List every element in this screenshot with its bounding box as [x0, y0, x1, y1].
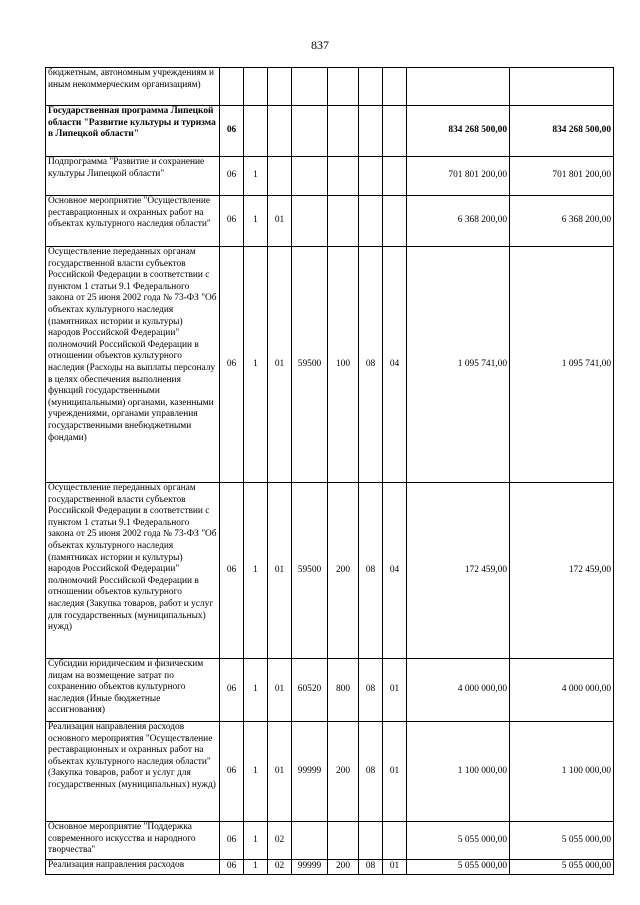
- amount-cell: 701 801 200,00: [407, 157, 510, 196]
- row-name: Субсидии юридическим и физическим лицам на возмещение затрат по сохранению объектов культурного наследия (Иные бюджетные ассигнования): [46, 659, 220, 722]
- code-cell: 1: [244, 483, 268, 659]
- code-cell: 08: [359, 247, 383, 483]
- amount-cell: 1 095 741,00: [407, 247, 510, 483]
- code-cell: [328, 822, 359, 860]
- amount-cell: 1 100 000,00: [407, 722, 510, 822]
- table-row: [46, 659, 614, 722]
- table-row: [46, 247, 614, 483]
- code-cell: 01: [268, 659, 292, 722]
- code-cell: [383, 68, 407, 106]
- row-name: Основное мероприятие "Осуществление реставрационных и охранных работ на объектах культурного наследия области": [46, 196, 220, 247]
- code-cell: 1: [244, 157, 268, 196]
- code-cell: [244, 106, 268, 157]
- row-name: бюджетным, автономным учреждениям и иным некоммерческим организациям): [46, 68, 220, 106]
- amount-cell: 6 368 200,00: [510, 196, 614, 247]
- code-cell: 1: [244, 860, 268, 875]
- amount-cell: 834 268 500,00: [510, 106, 614, 157]
- code-cell: 200: [328, 860, 359, 875]
- code-cell: 1: [244, 659, 268, 722]
- code-cell: 01: [268, 483, 292, 659]
- code-cell: 59500: [292, 483, 328, 659]
- table-row: [46, 483, 614, 659]
- code-cell: [359, 196, 383, 247]
- code-cell: 06: [220, 722, 244, 822]
- amount-cell: 172 459,00: [510, 483, 614, 659]
- code-cell: 01: [383, 722, 407, 822]
- amount-cell: 701 801 200,00: [510, 157, 614, 196]
- code-cell: 08: [359, 659, 383, 722]
- code-cell: 99999: [292, 722, 328, 822]
- amount-cell: 1 095 741,00: [510, 247, 614, 483]
- code-cell: [292, 822, 328, 860]
- code-cell: [383, 196, 407, 247]
- code-cell: 06: [220, 196, 244, 247]
- code-cell: [328, 157, 359, 196]
- code-cell: 08: [359, 722, 383, 822]
- code-cell: 100: [328, 247, 359, 483]
- row-name: Реализация направления расходов основного мероприятия "Осуществление реставрационных и охранных работ на объектах культурного наследия области" (Закупка товаров, работ и услуг для государственных (муниципальных) нужд): [46, 722, 220, 822]
- code-cell: 01: [383, 659, 407, 722]
- table-row: [46, 106, 614, 157]
- code-cell: [292, 106, 328, 157]
- row-name: Государственная программа Липецкой области "Развитие культуры и туризма в Липецкой области": [46, 106, 220, 157]
- code-cell: [383, 106, 407, 157]
- amount-cell: [510, 68, 614, 106]
- code-cell: [359, 822, 383, 860]
- code-cell: [292, 157, 328, 196]
- table-row: [46, 722, 614, 822]
- table-row: [46, 157, 614, 196]
- code-cell: 06: [220, 860, 244, 875]
- amount-cell: 4 000 000,00: [510, 659, 614, 722]
- code-cell: 01: [268, 722, 292, 822]
- code-cell: 1: [244, 722, 268, 822]
- code-cell: 800: [328, 659, 359, 722]
- table-row: [46, 196, 614, 247]
- code-cell: 1: [244, 196, 268, 247]
- table-row: [46, 68, 614, 106]
- code-cell: [244, 68, 268, 106]
- code-cell: 60520: [292, 659, 328, 722]
- amount-cell: 834 268 500,00: [407, 106, 510, 157]
- amount-cell: 5 055 000,00: [407, 860, 510, 875]
- row-name: Осуществление переданных органам государственной власти субъектов Российской Федерации в соответствии с пунктом 1 статьи 9.1 Федерального закона от 25 июня 2002 года № 73-ФЗ "Об объектах культурного наследия (памятниках истории и культуры) народов Российской Федерации" полномочий Российской Федерации в отношении объектов культурного наследия (Закупка товаров, работ и услуг для государственных (муниципальных) нужд): [46, 483, 220, 659]
- table-row: [46, 822, 614, 860]
- code-cell: 99999: [292, 860, 328, 875]
- code-cell: [383, 157, 407, 196]
- code-cell: 01: [268, 247, 292, 483]
- code-cell: [383, 822, 407, 860]
- amount-cell: 5 055 000,00: [510, 860, 614, 875]
- code-cell: 08: [359, 860, 383, 875]
- code-cell: 1: [244, 822, 268, 860]
- code-cell: [268, 106, 292, 157]
- row-name: Реализация направления расходов: [46, 860, 220, 875]
- code-cell: [220, 68, 244, 106]
- amount-cell: [407, 68, 510, 106]
- amount-cell: 1 100 000,00: [510, 722, 614, 822]
- code-cell: 06: [220, 659, 244, 722]
- code-cell: [359, 68, 383, 106]
- code-cell: 200: [328, 483, 359, 659]
- amount-cell: 5 055 000,00: [510, 822, 614, 860]
- amount-cell: 4 000 000,00: [407, 659, 510, 722]
- code-cell: [292, 68, 328, 106]
- code-cell: [292, 196, 328, 247]
- page-number: 837: [311, 38, 329, 52]
- code-cell: 200: [328, 722, 359, 822]
- code-cell: 06: [220, 157, 244, 196]
- code-cell: 02: [268, 822, 292, 860]
- budget-table: [45, 67, 614, 875]
- code-cell: 1: [244, 247, 268, 483]
- code-cell: 04: [383, 483, 407, 659]
- code-cell: 01: [383, 860, 407, 875]
- code-cell: [359, 157, 383, 196]
- code-cell: 06: [220, 247, 244, 483]
- code-cell: 06: [220, 106, 244, 157]
- code-cell: 06: [220, 483, 244, 659]
- code-cell: 02: [268, 860, 292, 875]
- code-cell: [328, 196, 359, 247]
- amount-cell: 6 368 200,00: [407, 196, 510, 247]
- code-cell: 59500: [292, 247, 328, 483]
- code-cell: [328, 68, 359, 106]
- row-name: Осуществление переданных органам государственной власти субъектов Российской Федерации в соответствии с пунктом 1 статьи 9.1 Федерального закона от 25 июня 2002 года № 73-ФЗ "Об объектах культурного наследия (памятниках истории и культуры) народов Российской Федерации" полномочий Российской Федерации в отношении объектов культурного наследия (Расходы на выплаты персоналу в целях обеспечения выполнения функций государственными (муниципальными) органами, казенными учреждениями, органами управления государственными внебюджетными фондами): [46, 247, 220, 483]
- amount-cell: 5 055 000,00: [407, 822, 510, 860]
- code-cell: 06: [220, 822, 244, 860]
- amount-cell: 172 459,00: [407, 483, 510, 659]
- code-cell: [268, 157, 292, 196]
- code-cell: [359, 106, 383, 157]
- code-cell: [328, 106, 359, 157]
- code-cell: 04: [383, 247, 407, 483]
- code-cell: 01: [268, 196, 292, 247]
- code-cell: [268, 68, 292, 106]
- row-name: Основное мероприятие "Поддержка современного искусства и народного творчества": [46, 822, 220, 860]
- table-row: [46, 860, 614, 875]
- row-name: Подпрограмма "Развитие и сохранение культуры Липецкой области": [46, 157, 220, 196]
- code-cell: 08: [359, 483, 383, 659]
